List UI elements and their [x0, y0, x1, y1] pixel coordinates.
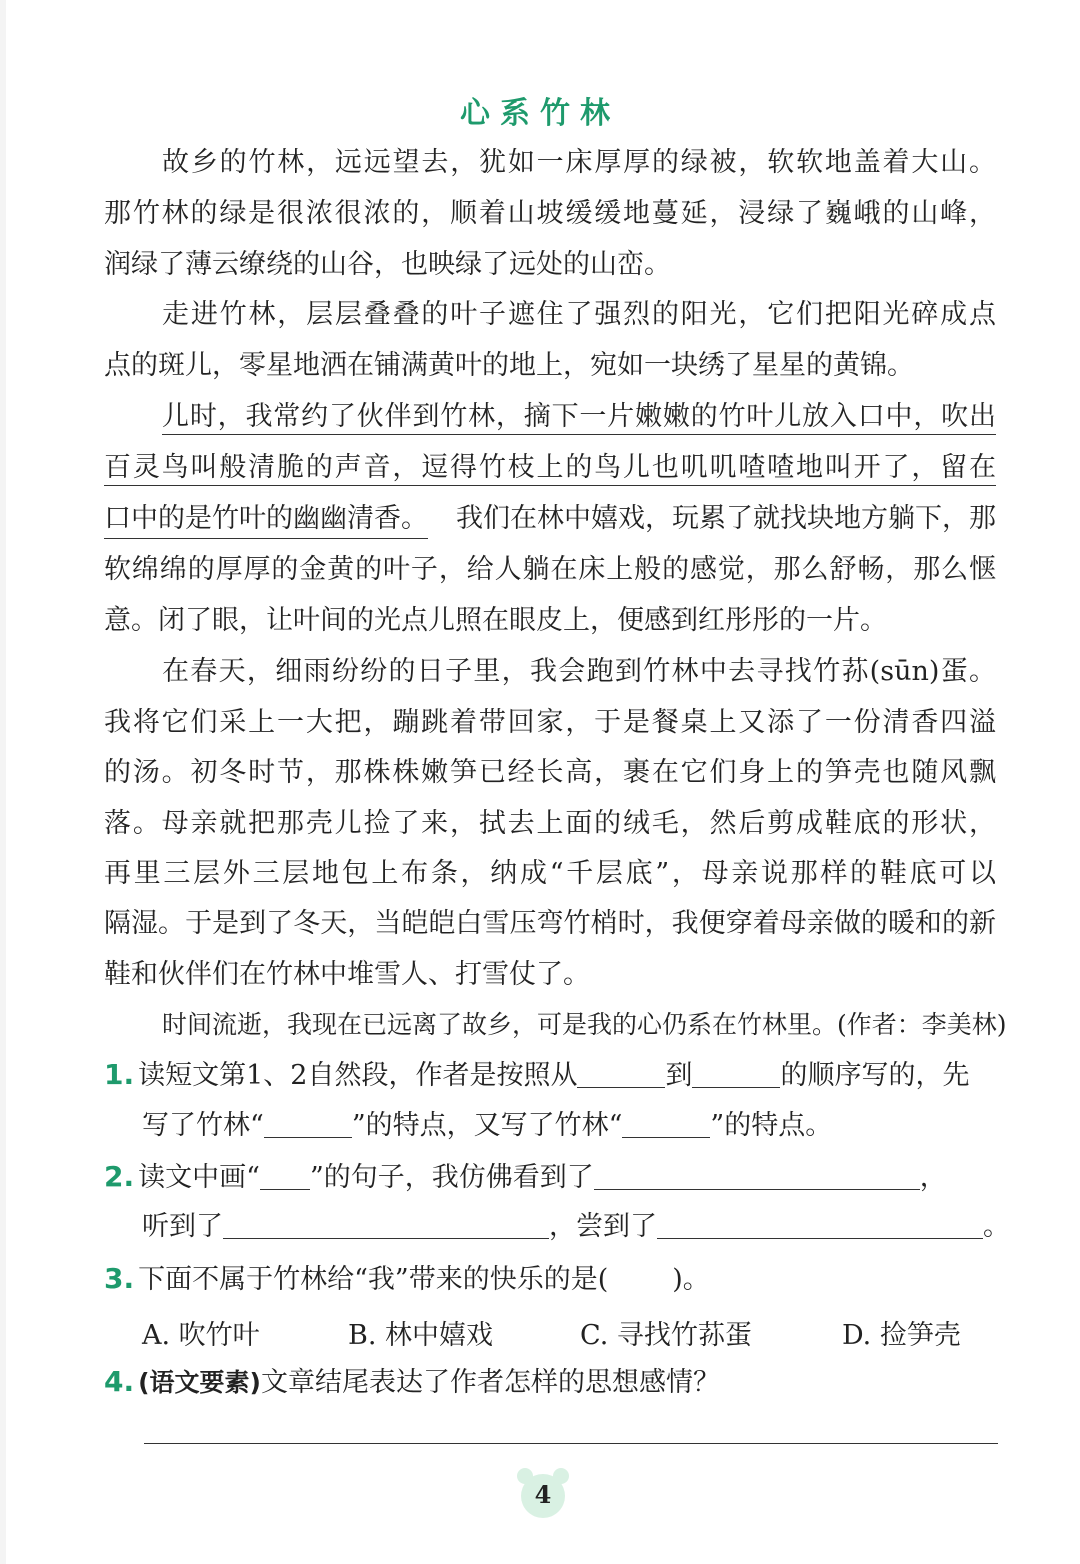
option-c[interactable]: C. 寻找竹荪蛋 [580, 1320, 752, 1351]
question-tag: (语文要素) [138, 1368, 261, 1397]
question-text: ， [919, 1162, 947, 1193]
question-text: ，尝到了 [549, 1211, 657, 1242]
passage-title: 心系竹林 [460, 96, 620, 131]
question-text: 读文中画“ [138, 1162, 260, 1193]
question-number: 4. [104, 1365, 135, 1398]
option-b[interactable]: B. 林中嬉戏 [348, 1320, 494, 1351]
question-4 [104, 1365, 720, 1400]
passage-line: 那竹林的绿是很浓很浓的，顺着山坡缓缓地蔓延，浸绿了巍峨的山峰， [104, 198, 996, 229]
question-number: 3. [104, 1262, 135, 1295]
page-number: 4 [534, 1480, 552, 1509]
answer-blank[interactable] [223, 1212, 549, 1239]
underlined-text: 口中的是竹叶的幽幽清香。 [104, 502, 428, 539]
page-number-badge [521, 1474, 565, 1518]
underlined-text: 百灵鸟叫般清脆的声音，逗得竹枝上的鸟儿也叽叽喳喳地叫开了，留在 [104, 452, 996, 486]
question-text: ”的特点。 [710, 1110, 833, 1141]
passage-text: 我们在林中嬉戏，玩累了就找块地方躺下，那 [456, 503, 996, 534]
passage-line: 落。母亲就把那壳儿捡了来，拭去上面的绒毛，然后剪成鞋底的形状， [104, 808, 996, 839]
underline-sample [260, 1163, 310, 1190]
question-text: ”的句子，我仿佛看到了 [309, 1162, 594, 1193]
question-text: 听到了 [142, 1211, 223, 1242]
question-text: 。 [983, 1211, 1010, 1242]
passage-closing-line: 时间流逝，我现在已远离了故乡，可是我的心仍系在竹林里。(作者：李美林) [162, 1010, 1007, 1039]
passage-line: 在春天，细雨纷纷的日子里，我会跑到竹林中去寻找竹荪(sūn)蛋。 [162, 656, 996, 687]
question-text: 下面不属于竹林给“我”带来的快乐的是( [138, 1264, 609, 1295]
answer-line[interactable] [144, 1443, 998, 1444]
question-number: 1. [104, 1058, 135, 1091]
question-text: ”的特点，又写了竹林“ [351, 1110, 623, 1141]
passage-line: 意。闭了眼，让叶间的光点儿照在眼皮上，便感到红彤彤的一片。 [104, 605, 887, 636]
question-3 [104, 1262, 710, 1297]
passage-line [104, 502, 996, 539]
passage-line: 鞋和伙伴们在竹林中堆雪人、打雪仗了。 [104, 959, 590, 990]
passage-line: 点的斑儿，零星地洒在铺满黄叶的地上，宛如一块绣了星星的黄锦。 [104, 350, 914, 381]
underlined-line [162, 400, 996, 434]
question-text: 到 [665, 1060, 693, 1091]
option-a[interactable]: A. 吹竹叶 [142, 1320, 260, 1351]
answer-blank[interactable] [594, 1163, 920, 1190]
passage-line: 走进竹林，层层叠叠的叶子遮住了强烈的阳光，它们把阳光碎成点 [162, 299, 996, 330]
answer-blank[interactable] [657, 1212, 983, 1239]
answer-blank[interactable] [577, 1061, 665, 1088]
underlined-line [104, 451, 996, 485]
passage-line: 的汤。初冬时节，那株株嫩笋已经长高，裹在它们身上的笋壳也随风飘 [104, 757, 996, 788]
passage-line: 再里三层外三层地包上布条，纳成“千层底”，母亲说那样的鞋底可以 [104, 858, 996, 889]
passage-line: 润绿了薄云缭绕的山谷，也映绿了远处的山峦。 [104, 249, 671, 280]
underlined-text: 儿时，我常约了伙伴到竹林，摘下一片嫩嫩的竹叶儿放入口中，吹出 [162, 401, 996, 435]
answer-blank[interactable] [264, 1111, 352, 1138]
question-text: )。 [672, 1264, 710, 1295]
question-number: 2. [104, 1160, 135, 1193]
answer-blank[interactable] [622, 1111, 710, 1138]
question-text: 读短文第1、2自然段，作者是按照从 [138, 1060, 578, 1091]
question-1-cont [142, 1109, 832, 1143]
question-2-cont [142, 1210, 1010, 1244]
question-text: 写了竹林“ [142, 1110, 264, 1141]
question-text: 的顺序写的，先 [780, 1060, 970, 1091]
option-d[interactable]: D. 捡笋壳 [842, 1320, 961, 1351]
question-2 [104, 1160, 947, 1195]
answer-blank[interactable] [692, 1061, 780, 1088]
passage-line: 我将它们采上一大把，蹦跳着带回家，于是餐桌上又添了一份清香四溢 [104, 707, 996, 738]
question-text: 文章结尾表达了作者怎样的思想感情？ [260, 1367, 720, 1398]
passage-line: 隔湿。于是到了冬天，当皑皑白雪压弯竹梢时，我便穿着母亲做的暖和的新 [104, 908, 996, 939]
page-edge-shadow [0, 0, 6, 1564]
passage-line: 故乡的竹林，远远望去，犹如一床厚厚的绿被，软软地盖着大山。 [162, 147, 996, 178]
question-1 [104, 1058, 969, 1093]
passage-line: 软绵绵的厚厚的金黄的叶子，给人躺在床上般的感觉，那么舒畅，那么惬 [104, 554, 996, 585]
